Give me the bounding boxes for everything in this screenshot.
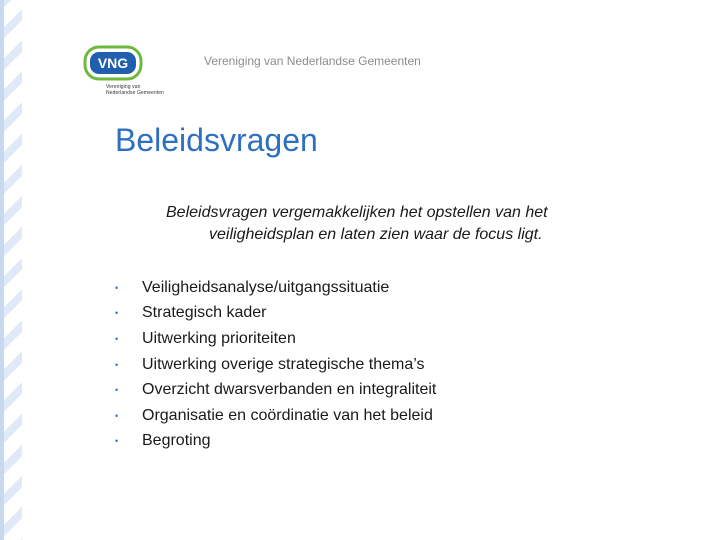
bullet-icon: • <box>115 410 119 421</box>
list-item-label: Veiligheidsanalyse/uitgangssituatie <box>142 278 390 296</box>
list-item-label: Strategisch kader <box>142 304 267 322</box>
list-item-label: Uitwerking overige strategische thema’s <box>142 355 425 373</box>
intro-line: veiligheidsplan en laten zien waar de focus ligt. <box>209 226 543 243</box>
bullet-list <box>113 275 436 454</box>
list-item-label: Overzicht dwarsverbanden en integraliteit <box>142 381 437 399</box>
bullet-icon: • <box>115 436 119 447</box>
logo-subtext-line: Nederlandse Gemeenten <box>106 90 164 96</box>
list-item-label: Begroting <box>142 432 211 450</box>
organization-name: Vereniging van Nederlandse Gemeenten <box>204 54 421 68</box>
slide-title: Beleidsvragen <box>115 122 318 158</box>
intro-line: Beleidsvragen vergemakkelijken het opstellen van het <box>166 204 548 221</box>
list-item <box>113 429 436 455</box>
list-item <box>113 326 436 352</box>
bullet-icon: • <box>115 385 119 396</box>
list-item <box>113 275 436 301</box>
vng-logo <box>82 44 182 96</box>
decorative-edge <box>0 0 4 540</box>
list-item-label: Organisatie en coördinatie van het beleid <box>142 406 433 424</box>
bullet-icon: • <box>115 282 119 293</box>
bullet-icon: • <box>115 308 119 319</box>
bullet-icon: • <box>115 333 119 344</box>
vng-logo-text: VNG <box>97 55 129 71</box>
list-item <box>113 352 436 378</box>
vng-logo-subtext <box>106 84 186 96</box>
logo-subtext-line: Vereniging van <box>106 84 141 90</box>
vng-logo-badge <box>82 44 144 82</box>
list-item-label: Uitwerking prioriteiten <box>142 329 296 347</box>
bullet-icon: • <box>115 359 119 370</box>
list-item <box>113 403 436 429</box>
list-item <box>113 377 436 403</box>
list-item <box>113 301 436 327</box>
intro-text <box>150 202 650 246</box>
